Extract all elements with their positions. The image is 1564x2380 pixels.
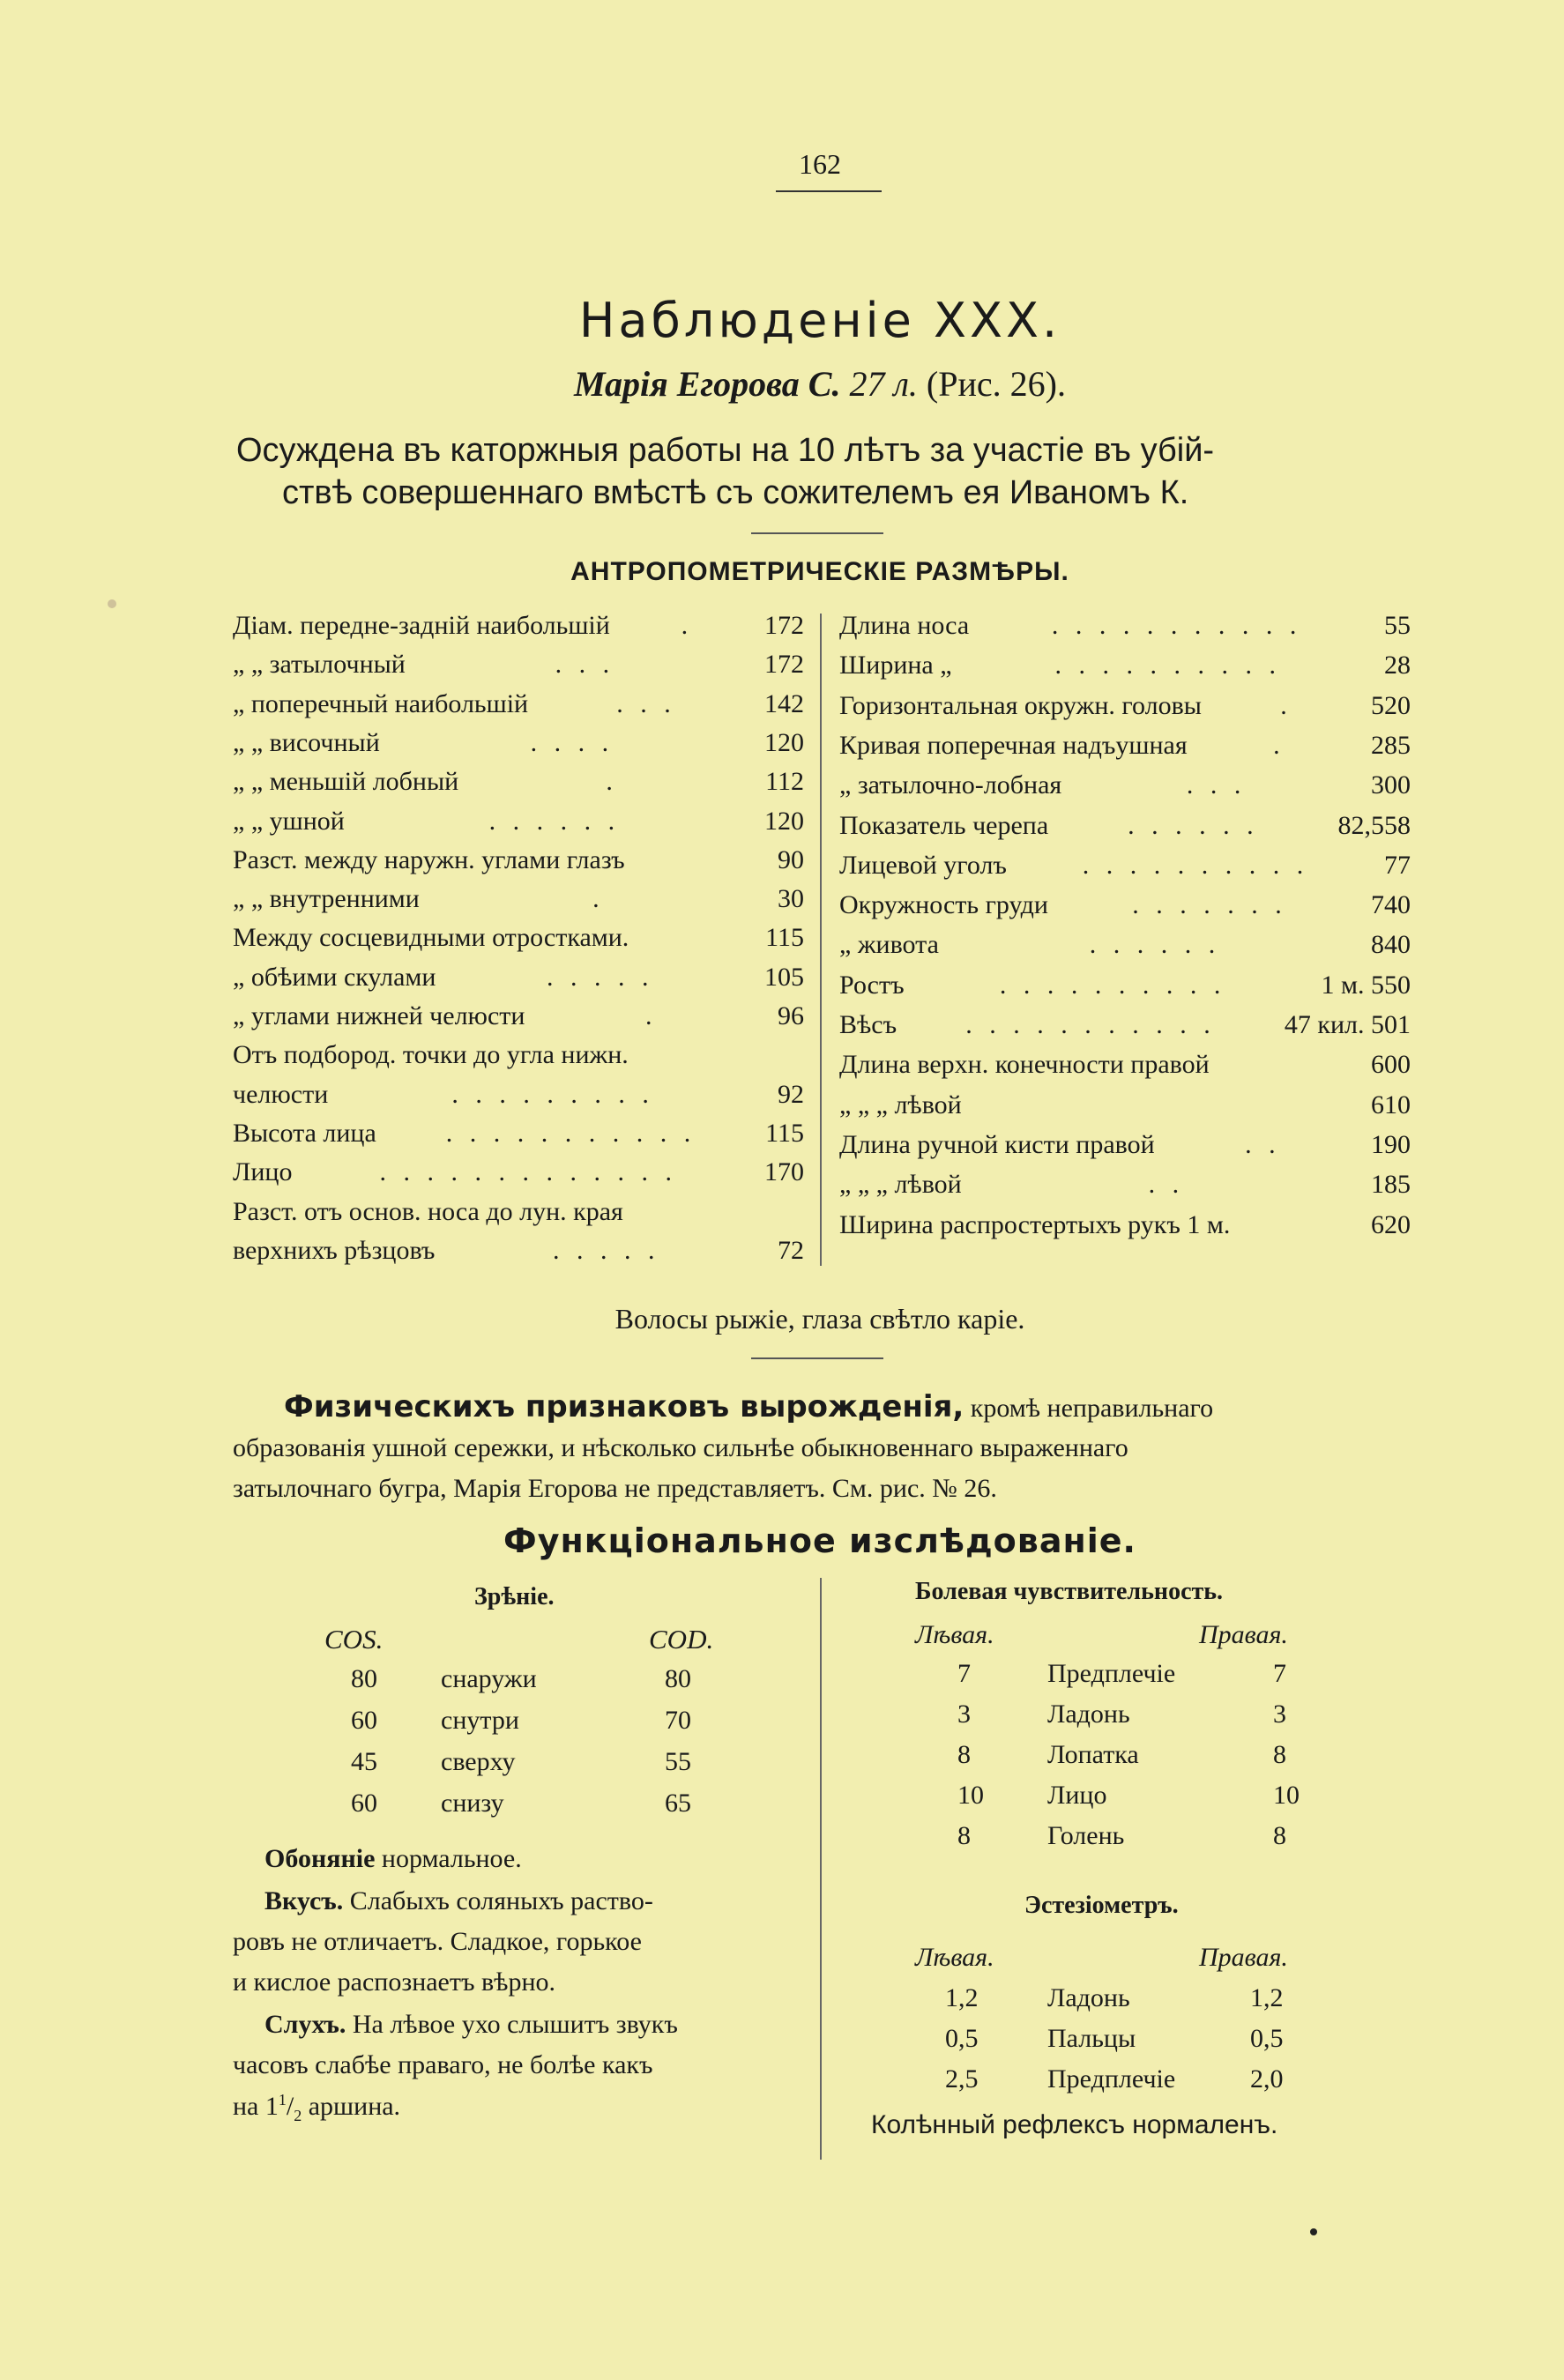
pain-row-left-value: 10: [957, 1781, 984, 1810]
intro-line-2: ствѣ совершеннаго вмѣстѣ съ сожителемъ ея Иваномъ К.: [282, 474, 1189, 511]
esthesiometer-col-right: Правая.: [1199, 1943, 1288, 1972]
measurement-label: Горизонтальная окружн. головы: [839, 690, 1202, 720]
taste-line-1: Вкусъ. Слабыхъ соляныхъ раство-: [264, 1886, 653, 1915]
leader-dots: . . .: [555, 650, 615, 680]
vision-col-right: COD.: [649, 1624, 714, 1655]
measurement-row: [839, 888, 1411, 923]
leader-dots: . . . . . . . . .: [451, 1079, 654, 1109]
measurement-label: Разст. отъ основ. носа до лун. края: [233, 1196, 623, 1226]
measurement-value: 172: [764, 611, 804, 640]
measurement-row: [233, 687, 804, 722]
esthesiometer-row-right-value: 1,2: [1250, 1983, 1284, 2012]
measurement-row: [233, 881, 804, 917]
pain-row-left-value: 8: [957, 1821, 971, 1850]
measurement-row: [839, 648, 1411, 683]
measurement-value: 90: [778, 844, 804, 874]
measurement-row: [233, 804, 804, 839]
measurement-value: 82,558: [1337, 810, 1411, 840]
measurement-row: [839, 728, 1411, 763]
measurement-row: [839, 1127, 1411, 1163]
pain-col-right: Правая.: [1199, 1620, 1288, 1649]
esthesiometer-row-label: Ладонь: [1047, 1983, 1130, 2012]
measurement-value: 740: [1371, 890, 1411, 920]
leader-dots: . . . . . .: [1128, 810, 1259, 840]
leader-dots: . . . . . . . . . .: [999, 970, 1226, 1000]
pain-row-left-value: 3: [957, 1699, 971, 1729]
measurement-value: 77: [1384, 850, 1411, 880]
measurement-label: Діам. передне-задній наибольшій: [233, 611, 610, 640]
leader-dots: . . . . . . . . . .: [1054, 651, 1282, 681]
vision-row-left-value: 45: [351, 1747, 377, 1776]
measurement-row: [839, 848, 1411, 883]
esthesiometer-row-label: Пальцы: [1047, 2024, 1136, 2053]
measurement-label: Лицо: [233, 1157, 293, 1187]
measurement-label: Кривая поперечная надъушная: [839, 730, 1188, 760]
measurement-value: 120: [764, 727, 804, 757]
pain-row-left-value: 7: [957, 1659, 971, 1688]
vision-row-left-value: 80: [351, 1664, 377, 1693]
measurement-label: „ „ внутренними: [233, 884, 420, 914]
measurement-row: [233, 1155, 804, 1190]
leader-dots: .: [644, 1001, 658, 1030]
ink-mark: [1310, 2228, 1317, 2235]
pain-col-left: Лѣвая.: [915, 1620, 994, 1649]
leader-dots: . . . . . . . . . . .: [445, 1118, 696, 1148]
smell-label: Обоняніе: [264, 1844, 376, 1873]
knee-reflex-note: Колѣнный рефлексъ нормаленъ.: [871, 2110, 1278, 2139]
measurement-row: [233, 920, 804, 956]
measurement-value: 185: [1371, 1170, 1411, 1200]
vision-row-label: сверху: [441, 1747, 516, 1776]
pain-row-label: Предплечіе: [1047, 1659, 1176, 1688]
measurement-value: 600: [1371, 1050, 1411, 1080]
measurement-row: [839, 1088, 1411, 1123]
leader-dots: .: [681, 611, 694, 640]
page-number: 162: [799, 148, 841, 180]
pain-row-right-value: 7: [1273, 1659, 1286, 1688]
measurement-label: „ „ затылочный: [233, 650, 406, 680]
measurement-value: 840: [1371, 930, 1411, 960]
esthesiometer-col-left: Лѣвая.: [915, 1943, 994, 1972]
esthesiometer-row-label: Предплечіе: [1047, 2064, 1176, 2094]
leader-dots: . . . . .: [552, 1235, 660, 1265]
degeneration-heading: Физическихъ признаковъ вырожденія,: [284, 1389, 964, 1424]
measurement-value: 142: [764, 688, 804, 718]
measurement-label: Длина носа: [839, 611, 970, 640]
measurement-label: Длина верхн. конечности правой: [839, 1050, 1210, 1080]
observation-title: Наблюденіе ХХХ.: [578, 293, 1061, 348]
leader-dots: . . . . . .: [488, 806, 621, 836]
measurement-label: Длина ручной кисти правой: [839, 1129, 1155, 1159]
figure-reference: (Рис. 26).: [926, 364, 1066, 404]
measurement-label: Отъ подбород. точки до угла нижн.: [233, 1040, 629, 1070]
measurement-label: „ „ „ лѣвой: [839, 1170, 962, 1200]
measurement-label: „ живота: [839, 930, 939, 960]
measurement-row: [839, 927, 1411, 963]
measurement-value: 610: [1371, 1090, 1411, 1119]
measurement-row: [233, 1116, 804, 1151]
column-divider: [820, 614, 822, 1266]
leader-dots: . . . . . . . . . . . . .: [379, 1157, 677, 1187]
measurement-row: [233, 1077, 804, 1112]
esthesiometer-heading: Эстезіометръ.: [1024, 1892, 1179, 1919]
leader-dots: . . . . . . .: [1132, 890, 1287, 920]
pain-row-right-value: 10: [1273, 1781, 1300, 1810]
leader-dots: . . . . .: [546, 962, 654, 992]
intro-line-1: Осуждена въ каторжныя работы на 10 лѣтъ за участіе въ убій-: [236, 432, 1215, 469]
hearing-line-3: на $1^1/_2$ аршина.: [233, 2091, 401, 2124]
vision-row-right-value: 55: [665, 1747, 691, 1776]
measurement-label: Разст. между наружн. углами глазъ: [233, 844, 625, 874]
measurement-row: [233, 725, 804, 761]
measurement-value: 300: [1371, 770, 1411, 800]
leader-dots: . .: [1245, 1129, 1281, 1159]
pain-row-label: Голень: [1047, 1821, 1125, 1850]
measurement-label: Показатель черепа: [839, 810, 1049, 840]
vision-row-label: снутри: [441, 1706, 519, 1735]
measurement-row: [233, 608, 804, 643]
pain-row-label: Лопатка: [1047, 1740, 1139, 1769]
measurement-row: [233, 999, 804, 1034]
functional-heading: Функціональное изслѣдованіе.: [503, 1521, 1136, 1560]
measurement-label: „ „ ушной: [233, 806, 345, 836]
degeneration-line-1: Физическихъ признаковъ вырожденія, кромѣ неправильнаго: [284, 1389, 1214, 1424]
taste-line-2: ровъ не отличаетъ. Сладкое, горькое: [233, 1927, 642, 1956]
measurement-row: [839, 1167, 1411, 1202]
measurement-label: „ затылочно-лобная: [839, 770, 1062, 800]
pain-row-right-value: 8: [1273, 1821, 1286, 1850]
leader-dots: . . . . . . . . . . .: [1051, 611, 1302, 640]
measurement-row: [839, 768, 1411, 803]
page-number-rule: [776, 190, 882, 192]
measurement-label: „ „ меньшій лобный: [233, 767, 459, 797]
measurement-value: 30: [778, 884, 804, 914]
taste-line-3: и кислое распознаетъ вѣрно.: [233, 1967, 556, 1997]
measurement-row: [839, 1208, 1411, 1243]
hearing-line-1: Слухъ. На лѣвое ухо слышитъ звукъ: [264, 2010, 678, 2039]
measurement-label: „ „ „ лѣвой: [839, 1090, 962, 1119]
measurement-value: 92: [778, 1079, 804, 1109]
vision-row-right-value: 70: [665, 1706, 691, 1735]
pain-row-left-value: 8: [957, 1740, 971, 1769]
smell-line: Обоняніе нормальное.: [264, 1844, 522, 1873]
measurement-label: „ поперечный наибольшій: [233, 688, 529, 718]
observation-subtitle: [0, 363, 1564, 405]
measurement-value: 520: [1371, 690, 1411, 720]
pain-row-right-value: 3: [1273, 1699, 1286, 1729]
leader-dots: . . .: [616, 688, 676, 718]
measurement-label: „ обѣими скулами: [233, 962, 436, 992]
degeneration-line-3: затылочнаго бугра, Марія Егорова не представляетъ. См. рис. № 26.: [233, 1474, 997, 1503]
measurement-value: 115: [765, 923, 804, 953]
degeneration-line-2: образованія ушной сережки, и нѣсколько сильнѣе обыкновеннаго выраженнаго: [233, 1433, 1128, 1462]
vision-row-right-value: 80: [665, 1664, 691, 1693]
subject-age: 27 л.: [849, 364, 918, 404]
subject-name: Марія Егорова С.: [574, 364, 841, 404]
pain-row-right-value: 8: [1273, 1740, 1286, 1769]
measurement-value: 96: [778, 1001, 804, 1030]
esthesiometer-row-left-value: 2,5: [945, 2064, 979, 2094]
measurement-value: 72: [778, 1235, 804, 1265]
measurement-label: „ „ височный: [233, 727, 380, 757]
measurement-value: 55: [1384, 611, 1411, 640]
leader-dots: . . . .: [530, 727, 614, 757]
esthesiometer-row-left-value: 1,2: [945, 1983, 979, 2012]
measurement-label: челюсти: [233, 1079, 329, 1109]
measurement-row: [839, 808, 1411, 844]
measurement-label: Высота лица: [233, 1118, 376, 1148]
measurement-value: 172: [764, 650, 804, 680]
leader-dots: .: [592, 884, 605, 914]
measurement-value: 170: [764, 1157, 804, 1187]
esthesiometer-row-right-value: 0,5: [1250, 2024, 1284, 2053]
vision-heading: Зрѣніе.: [474, 1583, 555, 1610]
measurement-label: Между сосцевидными отростками.: [233, 923, 629, 953]
measurement-row: [233, 764, 804, 800]
vision-row-left-value: 60: [351, 1706, 377, 1735]
leader-dots: .: [606, 767, 618, 797]
taste-label: Вкусъ.: [264, 1886, 344, 1915]
paper-stain: [108, 599, 116, 608]
pain-row-label: Ладонь: [1047, 1699, 1130, 1729]
measurement-row: [233, 960, 804, 995]
measurement-value: 105: [764, 962, 804, 992]
anthropometric-heading: АНТРОПОМЕТРИЧЕСКІЕ РАЗМѢРЫ.: [570, 557, 1069, 586]
vision-row-label: снизу: [441, 1789, 504, 1818]
measurement-row: [233, 1038, 804, 1073]
section-rule: [751, 1357, 883, 1359]
measurement-label: верхнихъ рѣзцовъ: [233, 1235, 436, 1265]
measurement-value: 112: [765, 767, 804, 797]
measurement-value: 285: [1371, 730, 1411, 760]
measurement-row: [233, 1194, 804, 1230]
measurement-row: [233, 1233, 804, 1268]
measurement-label: Ширина „: [839, 651, 952, 681]
pain-heading: Болевая чувствительность.: [915, 1578, 1224, 1605]
measurement-label: Окружность груди: [839, 890, 1048, 920]
vision-col-left: COS.: [324, 1624, 384, 1655]
column-divider: [820, 1578, 822, 2160]
measurement-value: 120: [764, 806, 804, 836]
vision-row-right-value: 65: [665, 1789, 691, 1818]
esthesiometer-row-left-value: 0,5: [945, 2024, 979, 2053]
measurement-value: 190: [1371, 1129, 1411, 1159]
hearing-line-2: часовъ слабѣе праваго, не болѣе какъ: [233, 2050, 653, 2079]
vision-row-left-value: 60: [351, 1789, 377, 1818]
measurement-row: [233, 647, 804, 682]
leader-dots: . . . . . . . . . . .: [965, 1010, 1216, 1039]
measurement-label: Лицевой уголъ: [839, 850, 1007, 880]
measurement-label: „ углами нижней челюсти: [233, 1001, 525, 1030]
leader-dots: . . . . . .: [1089, 930, 1221, 960]
measurement-value: 28: [1384, 651, 1411, 681]
section-rule: [751, 532, 883, 534]
leader-dots: . .: [1148, 1170, 1185, 1200]
measurement-value: 115: [765, 1118, 804, 1148]
vision-row-label: снаружи: [441, 1664, 537, 1693]
measurement-row: [839, 1047, 1411, 1082]
pain-row-label: Лицо: [1047, 1781, 1107, 1810]
measurement-row: [839, 608, 1411, 643]
measurement-value: 620: [1371, 1209, 1411, 1239]
leader-dots: . . .: [1186, 770, 1247, 800]
measurement-row: [839, 688, 1411, 724]
measurement-row: [839, 968, 1411, 1003]
esthesiometer-row-right-value: 2,0: [1250, 2064, 1284, 2094]
measurement-value: 47 кил. 501: [1284, 1010, 1411, 1039]
measurement-row: [839, 1008, 1411, 1043]
measurement-label: Ростъ: [839, 970, 905, 1000]
measurement-value: 1 м. 550: [1321, 970, 1411, 1000]
measurement-row: [233, 843, 804, 878]
hearing-label: Слухъ.: [264, 2010, 346, 2039]
measurement-label: Ширина распростертыхъ рукъ 1 м.: [839, 1209, 1231, 1239]
measurement-label: Вѣсъ: [839, 1010, 897, 1039]
leader-dots: .: [1280, 690, 1292, 720]
leader-dots: . . . . . . . . . .: [1082, 850, 1309, 880]
hair-eyes-note: Волосы рыжіе, глаза свѣтло каріе.: [614, 1303, 1025, 1335]
leader-dots: .: [1273, 730, 1285, 760]
